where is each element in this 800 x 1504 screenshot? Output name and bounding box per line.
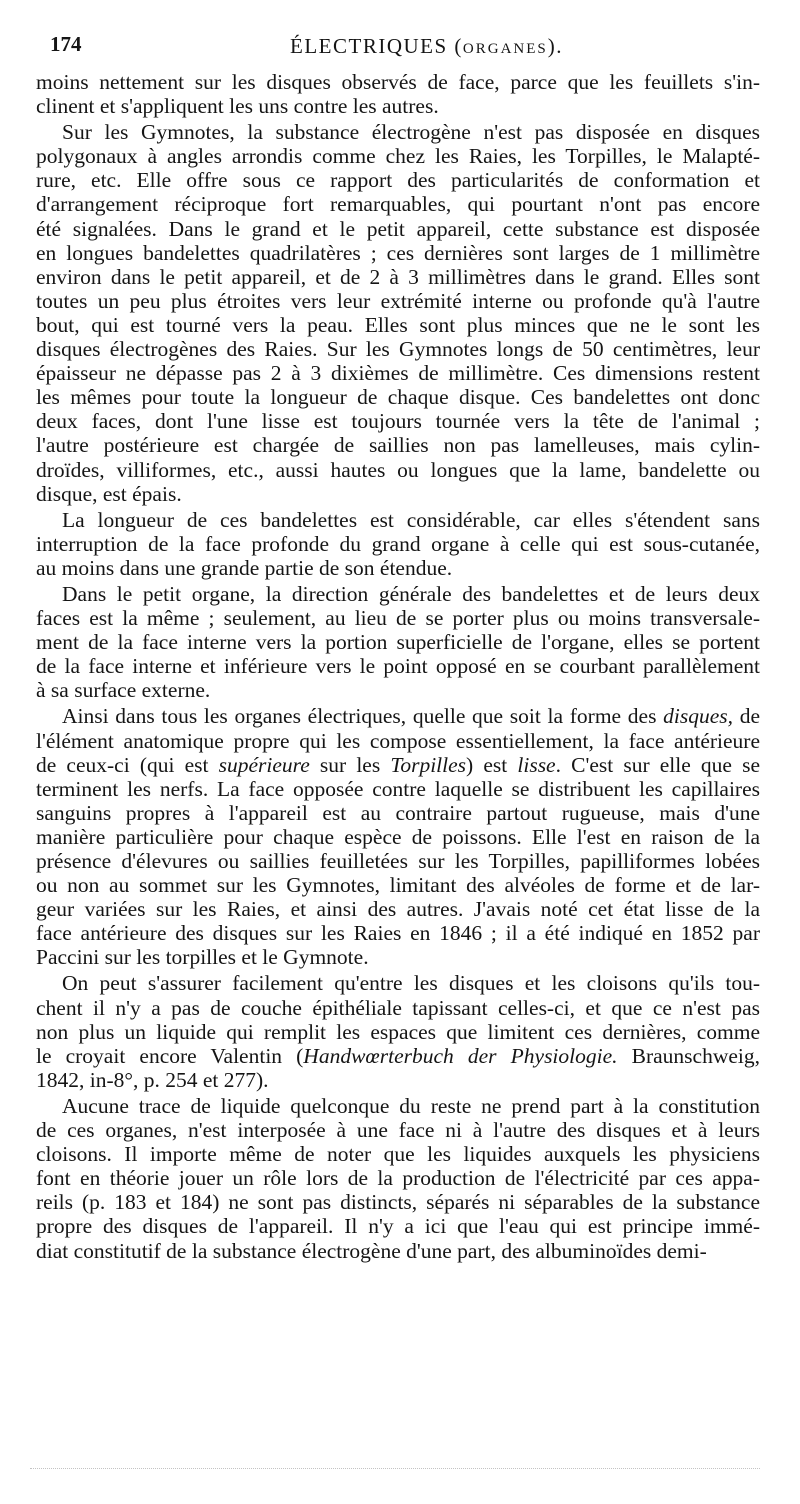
paragraph — [36, 704, 760, 969]
running-head-main: ÉLECTRIQUES ( — [290, 34, 463, 58]
text-line: bout, qui est tourné vers la peau. Elles sont plus minces que ne le sont les — [36, 312, 760, 337]
text-line: de ceux-ci (qui est supérieure sur les Torpilles) est lisse. C'est sur elle que se — [36, 752, 761, 777]
text-line: cloisons. Il importe même de noter que les liquides auxquels les physiciens — [36, 1142, 760, 1167]
paragraph — [36, 582, 760, 702]
text-line: face antérieure des disques sur les Raies en 1846 ; il a été indiqué en 1852 par — [36, 921, 760, 946]
text-line: geur variées sur les Raies, et ainsi des autres. J'avais noté cet état lisse de la — [36, 897, 760, 922]
text-line: l'élément anatomique propre qui les compose essentiellement, la face antérieure — [36, 728, 760, 753]
text-line: le croyait encore Valentin (Handwœrterbuch der Physiologie. Braunschweig, — [36, 1043, 760, 1068]
paragraph — [36, 1094, 760, 1263]
paragraph — [36, 120, 760, 506]
text-line: chent il n'y a pas de couche épithéliale tapissant celles-ci, et que ce n'est pas — [36, 995, 760, 1020]
paragraph — [36, 70, 760, 118]
text-line: les mêmes pour toute la longueur de chaque disque. Ces bandelettes ont donc — [36, 385, 760, 410]
text-line: faces est la même ; seulement, au lieu de se porter plus ou moins transversale- — [36, 606, 760, 631]
text-line: présence d'élevures ou saillies feuilletées sur les Torpilles, papilliformes lobées — [36, 849, 760, 873]
text-line: à sa surface externe. — [36, 678, 211, 703]
text-line: On peut s'assurer facilement qu'entre les disques et les cloisons qu'ils tou- — [62, 971, 760, 996]
text-line: Ainsi dans tous les organes électriques, quelle que soit la forme des disques, de — [62, 704, 760, 729]
text-line: ment de la face interne vers la portion superficielle de l'organe, elles se portent — [36, 630, 760, 655]
text-line: Sur les Gymnotes, la substance électrogène n'est pas disposée en disques — [62, 120, 760, 145]
text-line: Dans le petit organe, la direction générale des bandelettes et de leurs deux — [62, 581, 760, 606]
running-head-small-caps: ORGANES — [462, 41, 548, 57]
text-line: rure, etc. Elle offre sous ce rapport des particularités de conformation et — [36, 168, 760, 193]
text-line: clinent et s'appliquent les uns contre les autres. — [36, 94, 439, 119]
text-line: diat constitutif de la substance électrogène d'une part, des albuminoïdes demi- — [36, 1238, 707, 1263]
text-line: disque, est épais. — [36, 481, 182, 506]
text-line: sanguins propres à l'appareil est au contraire partout rugueuse, mais d'une — [36, 800, 760, 825]
body-text — [36, 70, 760, 1263]
text-line: terminent les nerfs. La face opposée contre laquelle se distribuent les capillaires — [36, 776, 760, 801]
page-number: 174 — [50, 32, 82, 56]
text-line: d'arrangement réciproque fort remarquables, qui pourtant n'ont pas encore — [36, 192, 760, 217]
text-line: disques électrogènes des Raies. Sur les Gymnotes longs de 50 centimètres, leur — [36, 337, 760, 362]
text-line: font en théorie jouer un rôle lors de la production de l'électricité par ces appa- — [36, 1166, 760, 1191]
text-line: été signalées. Dans le grand et le petit appareil, cette substance est disposée — [36, 216, 760, 241]
text-line: propre des disques de l'appareil. Il n'y a ici que l'eau qui est principe immé- — [36, 1214, 760, 1239]
text-line: toutes un peu plus étroites vers leur extrémité interne ou profonde qu'à l'autre — [36, 288, 760, 313]
paragraph — [36, 508, 760, 580]
text-line: La longueur de ces bandelettes est considérable, car elles s'étendent sans — [62, 507, 760, 532]
text-line: de la face interne et inférieure vers le point opposé en se courbant parallèlement — [36, 654, 760, 679]
text-line: l'autre postérieure est chargée de saillies non pas lamelleuses, mais cylin- — [36, 433, 760, 458]
page-header — [40, 32, 770, 64]
text-line: 1842, in-8°, p. 254 et 277). — [36, 1067, 269, 1092]
text-line: manière particulière pour chaque espèce de poissons. Elle l'est en raison de la — [36, 824, 760, 849]
running-head-end: ). — [547, 34, 563, 58]
text-line: en longues bandelettes quadrilatères ; ces dernières sont larges de 1 millimètre — [36, 240, 760, 265]
text-line: de ces organes, n'est interposée à une face ni à l'autre des disques et à leurs — [36, 1118, 760, 1143]
text-line: au moins dans une grande partie de son étendue. — [36, 555, 453, 580]
text-line: reils (p. 183 et 184) ne sont pas distincts, séparés ni séparables de la substance — [36, 1190, 760, 1215]
text-line: deux faces, dont l'une lisse est toujours tournée vers la tête de l'animal ; — [36, 409, 760, 434]
text-line: droïdes, villiformes, etc., aussi hautes ou longues que la lame, bandelette ou — [36, 457, 760, 482]
text-line: non plus un liquide qui remplit les espaces que limitent ces dernières, comme — [36, 1019, 760, 1044]
paragraph — [36, 971, 760, 1091]
text-line: Paccini sur les torpilles et le Gymnote. — [36, 945, 369, 970]
text-line: polygonaux à angles arrondis comme chez les Raies, les Torpilles, le Malapté- — [36, 144, 760, 169]
text-line: moins nettement sur les disques observés de face, parce que les feuillets s'in- — [36, 70, 760, 94]
running-head — [290, 34, 563, 59]
page-bottom-smudge — [30, 1468, 760, 1471]
text-line: ou non au sommet sur les Gymnotes, limitant des alvéoles de forme et de lar- — [36, 873, 760, 898]
text-line: épaisseur ne dépasse pas 2 à 3 dixièmes de millimètre. Ces dimensions restent — [36, 361, 760, 386]
text-line: Aucune trace de liquide quelconque du reste ne prend part à la constitution — [62, 1093, 760, 1118]
text-line: environ dans le petit appareil, et de 2 à 3 millimètres dans le grand. Elles sont — [36, 264, 760, 289]
text-line: interruption de la face profonde du grand organe à celle qui est sous-cutanée, — [36, 531, 760, 556]
